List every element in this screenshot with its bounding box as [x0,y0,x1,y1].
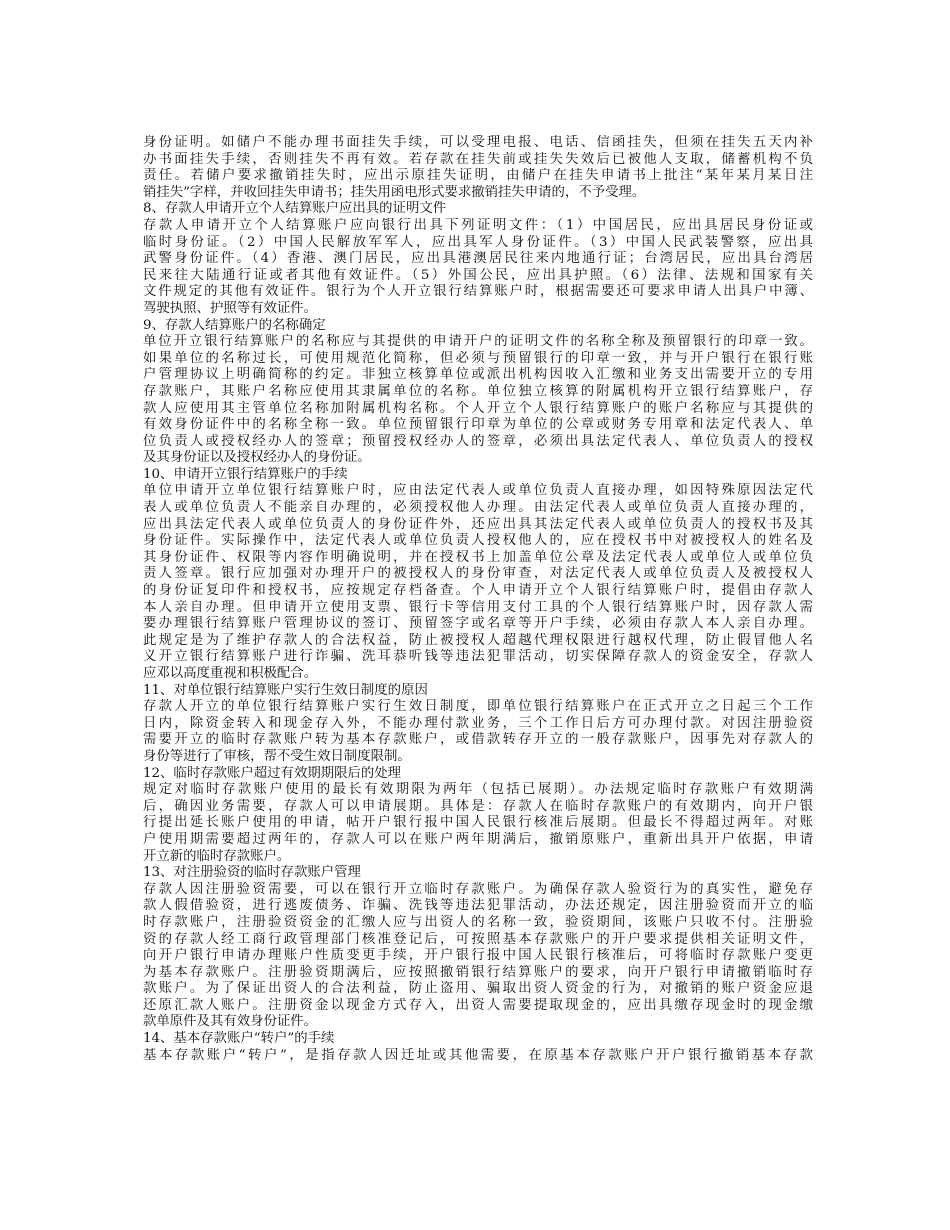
text-line: 如果单位的名称过长，可使用规范化简称，但必须与预留银行的印章一致，并与开户银行在银行账 [143,350,813,366]
text-line: 文件规定的其他有效证件。银行为个人开立银行结算账户时，根据需要还可要求申请人出具户中簿、 [143,284,813,300]
text-line: 基本存款账户“转户”，是指存款人因迁址或其他需要，在原基本存款账户开户银行撤销基本存款 [143,1047,813,1063]
text-line: 有效身份证件中的名称全称一致。单位预留银行印章为单位的公章或财务专用章和法定代表人、单 [143,417,813,433]
text-line: 身份证明。如储户不能办理书面挂失手续，可以受理电报、电话、信函挂失，但须在挂失五天内补 [143,135,813,150]
text-line: 义开立银行结算账户进行诈骗、洗耳恭听钱等违法犯罪活动，切实保障存款人的资金安全，存款人 [143,649,813,665]
text-line: 存款账户，其账户名称应使用其隶属单位的名称。单位独立核算的附属机构开立银行结算账户，存 [143,383,813,399]
document-page [143,135,813,1064]
text-line: 的身份证复印件和授权书，应按规定存档备查。个人申请开立个人银行结算账户时，提倡由存款人 [143,583,813,599]
text-line: 款账户。为了保证出资人的合法利益，防止盗用、骗取出资人资金的行为，对撤销的账户资金应退 [143,981,813,997]
text-line: 14、基本存款账户“转户”的手续 [143,1031,335,1047]
text-line: 12、临时存款账户超过有效期期限后的处理 [143,765,402,781]
text-line: 需要开立的临时存款账户转为基本存款账户，或借款转存开立的一般存款账户，因事先对存款人的 [143,732,813,748]
text-line: 存款人申请开立个人结算账户应向银行出具下列证明文件：（1）中国居民，应出具居民身份证或 [143,217,813,233]
text-line: 为基本存款账户。注册验资期满后，应按照撤销银行结算账户的要求，向开户银行申请撤销临时存 [143,964,813,980]
text-line: 还原汇款人账户。注册资金以现金方式存入，出资人需要提取现金的，应出具缴存现金时的现金缴 [143,997,813,1013]
text-line: 民来往大陆通行证或者其他有效证件。（5）外国公民，应出具护照。（6）法律、法规和国家有关 [143,267,813,283]
text-line: 应邓以高度重视和积极配合。 [143,666,318,681]
text-line: 及其身份证以及授权经办人的身份证。 [143,450,371,466]
text-line: 驾驶执照、护照等有效证件。 [143,300,318,316]
text-line: 身份等进行了审核，帮不受生效日制度限制。 [143,748,411,764]
text-line: 后，确因业务需要，存款人可以申请展期。具体是：存款人在临时存款账户的有效期内，向开户银 [143,798,813,814]
text-line: 表人或单位负责人不能亲自办理的，必须授权他人办理。由法定代表人或单位负责人直接办理的， [143,500,813,516]
text-line: 13、对注册验资的临时存款账户管理 [143,865,361,881]
text-line: 本人亲自办理。但申请开立使用支票、银行卡等信用支付工具的个人银行结算账户时，因存款人需 [143,599,813,615]
text-line: 武警身份证件。（4）香港、澳门居民，应出具港澳居民往来内地通行证；台湾居民，应出具台湾居 [143,251,813,267]
text-line: 款人假借验资，进行逃废债务、诈骗、洗钱等违法犯罪活动，办法还规定，因注册验资而开立的临 [143,898,813,914]
text-line: 户管理协议上明确简称的约定。非独立核算单位或派出机构因收入汇缴和业务支出需要开立的专用 [143,367,813,383]
text-line: 时存款账户，注册验资资金的汇缴人应与出资人的名称一致，验资期间，该账户只收不付。注册验 [143,914,813,930]
text-line: 11、对单位银行结算账户实行生效日制度的原因 [143,682,428,698]
text-line: 8、存款人申请开立个人结算账户应出具的证明文件 [143,201,447,217]
text-line: 10、申请开立银行结算账户的手续 [143,466,348,482]
text-line: 销挂失”字样，并收回挂失申请书；挂失用函电形式要求撤销挂失申请的，不予受理。 [143,184,646,200]
text-line: 办书面挂失手续，否则挂失不再有效。若存款在挂失前或挂失失效后已被他人支取，储蓄机构不负 [143,151,813,167]
text-line: 责人签章。银行应加强对办理开户的被授权人的身份审查，对法定代表人或单位负责人及被授权人 [143,566,813,582]
text-line: 临时身份证。（2）中国人民解放军军人，应出具军人身份证件。（3）中国人民武装警察，应出具 [143,234,813,250]
text-line: 开立新的临时存款账户。 [143,848,291,864]
text-line: 款单原件及其有效身份证件。 [143,1014,318,1030]
text-line: 身份证件。实际操作中，法定代表人或单位负责人授权他人的，应在授权书中对被授权人的姓名及 [143,533,813,549]
text-line: 单位开立银行结算账户的名称应与其提供的申请开户的证明文件的名称全称及预留银行的印章一致。 [143,334,813,350]
text-line: 规定对临时存款账户使用的最长有效期限为两年（包括已展期）。办法规定临时存款账户有效期满 [143,782,813,798]
text-line: 单位申请开立单位银行结算账户时，应由法定代表人或单位负责人直接办理，如因特殊原因法定代 [143,483,813,499]
text-line: 户使用期需要超过两年的，存款人可以在账户两年期满后，撤销原账户，重新出具开户依据，申请 [143,831,813,847]
text-line: 此规定是为了维护存款人的合法权益，防止被授权人超越代理权限进行越权代理，防止假冒他人名 [143,632,813,648]
text-line: 存款人因注册验资需要，可以在银行开立临时存款账户。为确保存款人验资行为的真实性，避免存 [143,881,813,897]
text-line: 其身份证件、权限等内容作明确说明，并在授权书上加盖单位公章及法定代表人或单位人或单位负 [143,549,813,565]
text-line: 要办理银行结算账户管理协议的签订、预留签字或名章等开户手续，必须由存款人本人亲自办理。 [143,616,813,632]
text-line: 向开户银行申请办理账户性质变更手续，开户银行报中国人民银行核准后，可将临时存款账户变更 [143,948,813,964]
text-line: 行提出延长账户使用的申请，帖开户银行报中国人民银行核准后展期。但最长不得超过两年。对账 [143,815,813,831]
text-line: 责任。若储户要求撤销挂失时，应出示原挂失证明，由储户在挂失申请书上批注“某年某月某日注 [143,168,813,184]
text-line: 日内，除资金转入和现金存入外，不能办理付款业务，三个工作日后方可办理付款。对因注册验资 [143,715,813,731]
text-line: 资的存款人经工商行政管理部门核准登记后，可按照基本存款账户的开户要求提供相关证明文件， [143,931,813,947]
text-line: 款人应使用其主管单位名称加附属机构名称。个人开立个人银行结算账户的账户名称应与其提供的 [143,400,813,416]
text-line: 应出具法定代表人或单位负责人的身份证件外，还应出具其法定代表人或单位负责人的授权书及其 [143,516,813,532]
text-line: 9、存款人结算账户的名称确定 [143,317,326,333]
text-line: 存款人开立的单位银行结算账户实行生效日制度，即单位银行结算账户在正式开立之日起三个工作 [143,699,813,715]
text-line: 位负责人或授权经办人的签章；预留授权经办人的签章，必须出具法定代表人、单位负责人的授权 [143,433,813,449]
